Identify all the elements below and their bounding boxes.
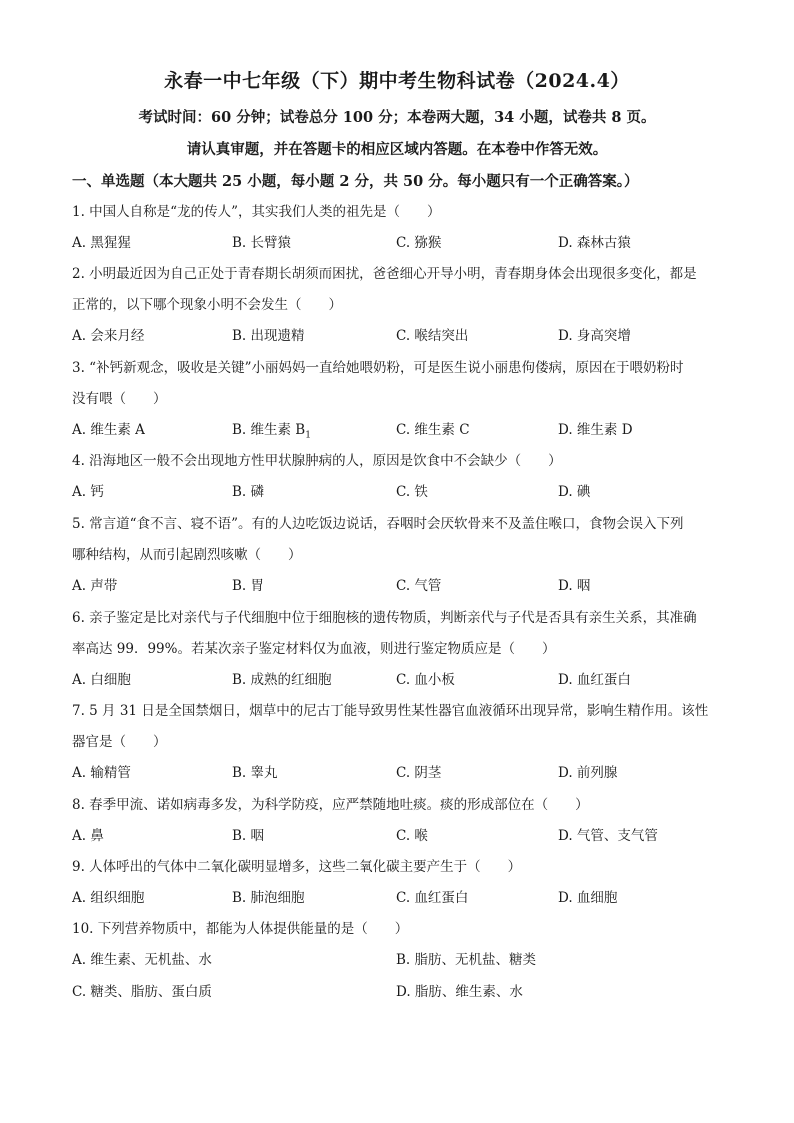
question-5-stem-line1: 5. 常言道“食不言、寝不语”。有的人边吃饭边说话，吞咽时会厌软骨来不及盖住喉口，食物会误入下列 — [72, 516, 684, 532]
option-c: C. 气管 — [396, 578, 442, 594]
question-7-options — [72, 758, 724, 789]
option-c: C. 阴茎 — [396, 765, 442, 781]
option-d: D. 维生素 D — [558, 422, 633, 438]
option-d: D. 血细胞 — [558, 890, 618, 906]
option-b: B. 成熟的红细胞 — [232, 672, 332, 688]
exam-info-line: 考试时间：60 分钟；试卷总分 100 分；本卷两大题，34 小题，试卷共 8 页。 — [138, 109, 656, 126]
question-3-options — [72, 415, 724, 446]
section-heading: 一、单选题（本大题共 25 小题，每小题 2 分，共 50 分。每小题只有一个正确答案。） — [72, 173, 639, 190]
question-7-stem-line2: 器官是（ ） — [72, 734, 167, 750]
question-9-stem: 9. 人体呼出的气体中二氧化碳明显增多，这些二氧化碳主要产生于（ ） — [72, 859, 522, 875]
question-8-stem: 8. 春季甲流、诺如病毒多发，为科学防疫，应严禁随地吐痰。痰的形成部位在（ ） — [72, 797, 589, 813]
option-a: A. 声带 — [72, 578, 118, 594]
option-d: D. 碘 — [558, 484, 591, 500]
option-b: B. 长臂猿 — [232, 235, 292, 251]
option-a: A. 鼻 — [72, 828, 104, 844]
option-c: C. 喉 — [396, 828, 428, 844]
option-d: D. 气管、支气管 — [558, 828, 658, 844]
option-b: B. 胃 — [232, 578, 265, 594]
question-6-stem-line2: 率高达 99．99%。若某次亲子鉴定材料仅为血液，则进行鉴定物质应是（ ） — [72, 641, 556, 657]
option-d: D. 脂肪、维生素、水 — [396, 984, 523, 1000]
question-3-stem-line2: 没有喂（ ） — [72, 391, 167, 407]
option-a: A. 白细胞 — [72, 672, 131, 688]
option-b-text: B. 维生素 B — [232, 422, 306, 438]
question-2-stem-line2: 正常的，以下哪个现象小明不会发生（ ） — [72, 297, 342, 313]
question-4-options — [72, 477, 724, 508]
option-c: C. 铁 — [396, 484, 428, 500]
option-c: C. 猕猴 — [396, 235, 442, 251]
option-a: A. 钙 — [72, 484, 104, 500]
option-c: C. 血红蛋白 — [396, 890, 469, 906]
question-1-options — [72, 228, 724, 259]
option-c: C. 血小板 — [396, 672, 455, 688]
option-d: D. 血红蛋白 — [558, 672, 631, 688]
question-1-stem: 1. 中国人自称是“龙的传人”，其实我们人类的祖先是（ ） — [72, 204, 441, 220]
option-b-subscript: 1 — [305, 430, 311, 441]
question-8-options — [72, 821, 724, 852]
option-b: B. 咽 — [232, 828, 265, 844]
question-4-stem: 4. 沿海地区一般不会出现地方性甲状腺肿病的人，原因是饮食中不会缺少（ ） — [72, 453, 562, 469]
option-d: D. 前列腺 — [558, 765, 618, 781]
option-a: A. 维生素、无机盐、水 — [72, 952, 212, 968]
option-b: B. 睾丸 — [232, 765, 278, 781]
question-2-options — [72, 321, 724, 352]
option-c: C. 维生素 C — [396, 422, 470, 438]
option-c: C. 糖类、脂肪、蛋白质 — [72, 984, 212, 1000]
exam-title: 永春一中七年级（下）期中考生物科试卷（2024.4） — [164, 70, 630, 92]
question-2-stem-line1: 2. 小明最近因为自己正处于青春期长胡须而困扰，爸爸细心开导小明，青春期身体会出现很多变化，都是 — [72, 266, 697, 282]
question-3-stem-line1: 3. “补钙新观念，吸收是关键”小丽妈妈一直给她喂奶粉，可是医生说小丽患佝偻病，原因在于喂奶粉时 — [72, 360, 684, 376]
option-a: A. 黑猩猩 — [72, 235, 131, 251]
question-9-options — [72, 883, 724, 914]
option-b: B. 肺泡细胞 — [232, 890, 305, 906]
option-a: A. 输精管 — [72, 765, 131, 781]
question-10-options-row2 — [72, 977, 724, 1008]
option-d: D. 森林古猿 — [558, 235, 631, 251]
option-a: A. 会来月经 — [72, 328, 145, 344]
question-10-stem: 10. 下列营养物质中，都能为人体提供能量的是（ ） — [72, 921, 409, 937]
option-c: C. 喉结突出 — [396, 328, 469, 344]
question-7-stem-line1: 7. 5 月 31 日是全国禁烟日，烟草中的尼古丁能导致男性某性器官血液循环出现异常，影响生精作用。该性 — [72, 703, 709, 719]
option-b: B. 磷 — [232, 484, 265, 500]
option-a: A. 组织细胞 — [72, 890, 145, 906]
option-b: B. 出现遗精 — [232, 328, 305, 344]
question-6-options — [72, 665, 724, 696]
option-d: D. 咽 — [558, 578, 591, 594]
option-d: D. 身高突增 — [558, 328, 631, 344]
option-a: A. 维生素 A — [72, 422, 145, 438]
question-6-stem-line1: 6. 亲子鉴定是比对亲代与子代细胞中位于细胞核的遗传物质，判断亲代与子代是否具有亲生关系，其准确 — [72, 610, 697, 626]
question-5-stem-line2: 哪种结构，从而引起剧烈咳嗽（ ） — [72, 547, 302, 563]
exam-instruction-line: 请认真审题，并在答题卡的相应区域内答题。在本卷中作答无效。 — [186, 141, 608, 158]
question-10-options-row1 — [72, 945, 724, 976]
question-5-options — [72, 571, 724, 602]
option-b: B. 脂肪、无机盐、糖类 — [396, 952, 537, 968]
